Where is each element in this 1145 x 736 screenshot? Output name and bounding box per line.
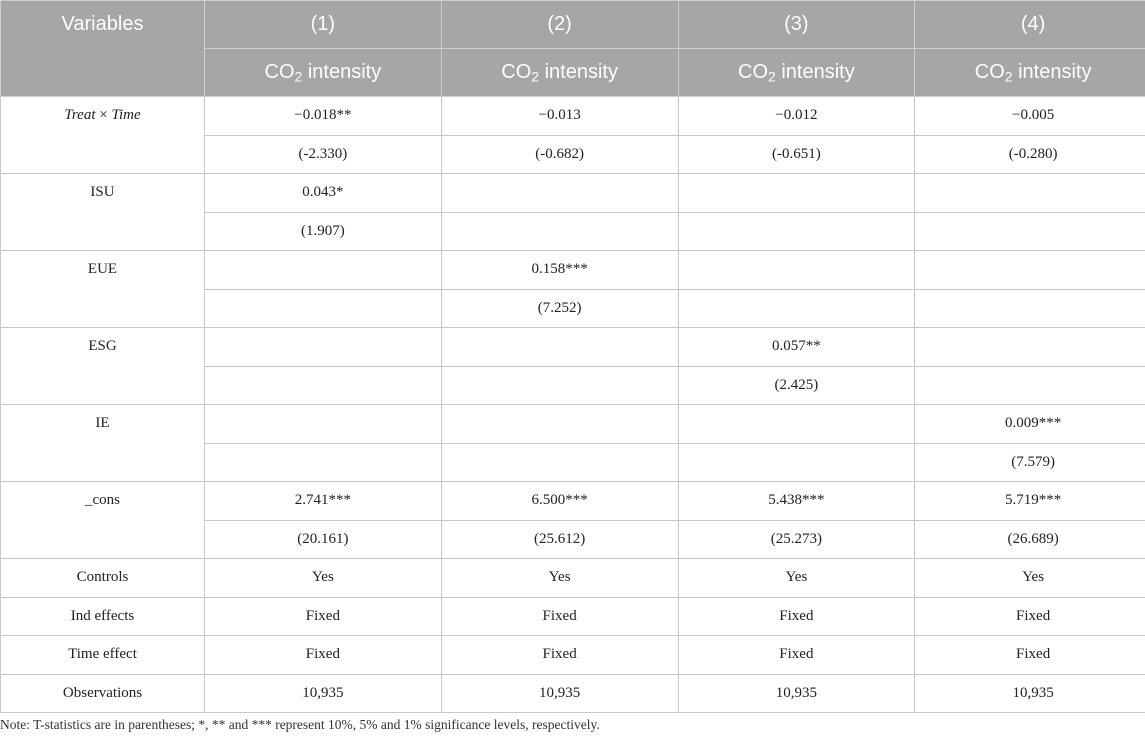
coef-cell: −0.018** xyxy=(205,97,442,136)
table-row xyxy=(1,597,1145,636)
value-cell: Fixed xyxy=(678,597,915,636)
row-label-treat-time: Treat × Time xyxy=(1,97,205,174)
coef-cell: 0.158*** xyxy=(441,251,678,290)
tstat-cell xyxy=(678,289,915,328)
coef-cell: −0.012 xyxy=(678,97,915,136)
dep-var-header-2: $CO_2$ intensity xyxy=(441,49,678,97)
table-row xyxy=(1,97,1145,136)
tstat-cell xyxy=(441,366,678,405)
row-label-isu: ISU xyxy=(1,174,205,251)
column-header-4: (4) xyxy=(915,1,1145,49)
tstat-cell xyxy=(205,289,442,328)
column-header-3: (3) xyxy=(678,1,915,49)
tstat-cell: (-0.682) xyxy=(441,135,678,174)
coef-cell xyxy=(441,405,678,444)
value-cell: Yes xyxy=(441,559,678,598)
value-cell: Fixed xyxy=(441,636,678,675)
row-label-controls: Controls xyxy=(1,559,205,598)
tstat-cell xyxy=(915,289,1145,328)
tstat-cell: (2.425) xyxy=(678,366,915,405)
table-row xyxy=(1,482,1145,521)
table-row xyxy=(1,405,1145,444)
coef-cell: 0.043* xyxy=(205,174,442,213)
coef-cell xyxy=(441,328,678,367)
tstat-cell xyxy=(205,443,442,482)
row-label-time-effect: Time effect xyxy=(1,636,205,675)
value-cell: Yes xyxy=(205,559,442,598)
tstat-cell xyxy=(441,212,678,251)
variables-header: Variables xyxy=(1,1,205,97)
table-row xyxy=(1,636,1145,675)
row-label-esg: ESG xyxy=(1,328,205,405)
value-cell: Fixed xyxy=(441,597,678,636)
tstat-cell: (25.612) xyxy=(441,520,678,559)
value-cell: 10,935 xyxy=(915,674,1145,713)
tstat-cell: (26.689) xyxy=(915,520,1145,559)
coef-cell xyxy=(205,405,442,444)
value-cell: Fixed xyxy=(205,597,442,636)
coef-cell: 5.719*** xyxy=(915,482,1145,521)
value-cell: Fixed xyxy=(678,636,915,675)
table-row xyxy=(1,674,1145,713)
tstat-cell: (7.252) xyxy=(441,289,678,328)
coef-cell: −0.005 xyxy=(915,97,1145,136)
tstat-cell xyxy=(678,212,915,251)
coef-cell xyxy=(915,251,1145,290)
row-label-ind-effects: Ind effects xyxy=(1,597,205,636)
dep-var-header-4: $CO_2$ intensity xyxy=(915,49,1145,97)
coef-cell xyxy=(915,174,1145,213)
value-cell: Yes xyxy=(915,559,1145,598)
value-cell: Yes xyxy=(678,559,915,598)
coef-cell xyxy=(205,328,442,367)
dep-var-header-1: $CO_2$ intensity xyxy=(205,49,442,97)
coef-cell xyxy=(678,405,915,444)
column-header-1: (1) xyxy=(205,1,442,49)
coef-cell: 2.741*** xyxy=(205,482,442,521)
row-label-ie: IE xyxy=(1,405,205,482)
row-label-eue: EUE xyxy=(1,251,205,328)
table-row xyxy=(1,251,1145,290)
tstat-cell xyxy=(678,443,915,482)
header-row-columns xyxy=(1,1,1145,49)
value-cell: Fixed xyxy=(915,636,1145,675)
tstat-cell xyxy=(441,443,678,482)
value-cell: 10,935 xyxy=(441,674,678,713)
coef-cell: 6.500*** xyxy=(441,482,678,521)
coef-cell: 0.009*** xyxy=(915,405,1145,444)
column-header-2: (2) xyxy=(441,1,678,49)
tstat-cell: (7.579) xyxy=(915,443,1145,482)
table-row xyxy=(1,174,1145,213)
coef-cell xyxy=(678,174,915,213)
table-row xyxy=(1,328,1145,367)
coef-cell: 0.057** xyxy=(678,328,915,367)
row-label-cons: _cons xyxy=(1,482,205,559)
tstat-cell: (25.273) xyxy=(678,520,915,559)
value-cell: Fixed xyxy=(205,636,442,675)
tstat-cell xyxy=(205,366,442,405)
row-label-observations: Observations xyxy=(1,674,205,713)
value-cell: 10,935 xyxy=(678,674,915,713)
value-cell: Fixed xyxy=(915,597,1145,636)
coef-cell xyxy=(915,328,1145,367)
dep-var-header-3: $CO_2$ intensity xyxy=(678,49,915,97)
coef-cell: 5.438*** xyxy=(678,482,915,521)
tstat-cell: (-0.280) xyxy=(915,135,1145,174)
value-cell: 10,935 xyxy=(205,674,442,713)
coef-cell xyxy=(441,174,678,213)
tstat-cell: (20.161) xyxy=(205,520,442,559)
table-row xyxy=(1,559,1145,598)
tstat-cell xyxy=(915,212,1145,251)
tstat-cell: (1.907) xyxy=(205,212,442,251)
tstat-cell: (-2.330) xyxy=(205,135,442,174)
table-note: Note: T-statistics are in parentheses; *, ** and *** represent 10%, 5% and 1% significance levels, respectively. xyxy=(0,717,600,732)
coef-cell xyxy=(205,251,442,290)
tstat-cell: (-0.651) xyxy=(678,135,915,174)
coef-cell xyxy=(678,251,915,290)
coef-cell: −0.013 xyxy=(441,97,678,136)
tstat-cell xyxy=(915,366,1145,405)
